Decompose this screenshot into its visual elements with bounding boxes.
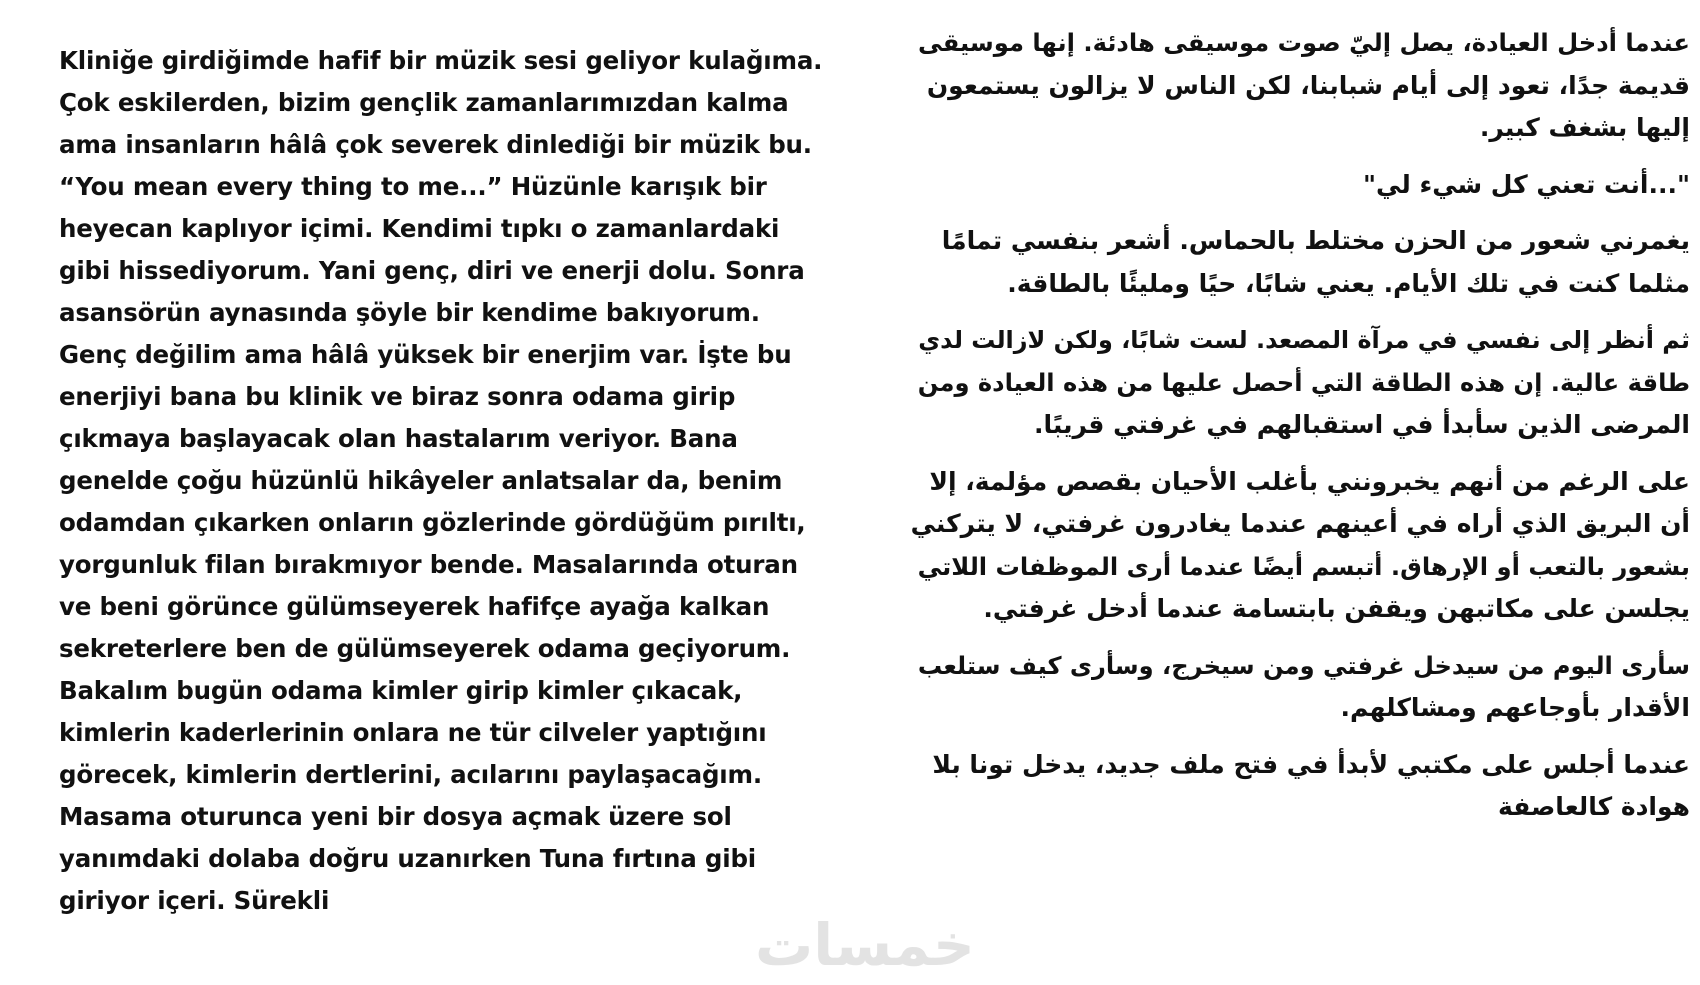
turkish-text-line: gibi hissediyorum. Yani genç, diri ve enerji dolu. Sonra xyxy=(59,256,805,285)
turkish-text-line: Kliniğe girdiğimde hafif bir müzik sesi geliyor kulağıma. xyxy=(59,46,823,75)
arabic-text-line: أن البريق الذي أراه في أعينهم عندما يغادرون غرفتي، لا يتركني xyxy=(910,509,1690,538)
arabic-text-line: ثم أنظر إلى نفسي في مرآة المصعد. لست شابًا، ولكن لازالت لدي xyxy=(918,326,1690,354)
turkish-text-line: ama insanların hâlâ çok severek dinlediği bir müzik bu. xyxy=(59,130,812,159)
turkish-text-line: Genç değilim ama hâlâ yüksek bir enerjim var. İşte bu xyxy=(59,340,792,369)
turkish-text-line: yorgunluk filan bırakmıyor bende. Masalarında oturan xyxy=(59,550,798,579)
arabic-text-line: هوادة كالعاصفة xyxy=(1498,792,1690,821)
arabic-text-line: يغمرني شعور من الحزن مختلط بالحماس. أشعر بنفسي تمامًا xyxy=(941,226,1690,255)
arabic-text-line: قديمة جدًا، تعود إلى أيام شبابنا، لكن الناس لا يزالون يستمعون xyxy=(926,70,1690,100)
turkish-text-line: enerjiyi bana bu klinik ve biraz sonra odama girip xyxy=(59,382,736,411)
turkish-text-line: ve beni görünce gülümseyerek hafifçe ayağa kalkan xyxy=(59,592,770,621)
turkish-text-line: sekreterlere ben de gülümseyerek odama geçiyorum. xyxy=(59,634,791,663)
turkish-text-line: kimlerin kaderlerinin onlara ne tür cilveler yaptığını xyxy=(59,718,767,747)
arabic-paragraph xyxy=(900,319,1690,447)
arabic-text-line: يجلسن على مكاتبهن ويقفن بابتسامة عندما أدخل غرفتي. xyxy=(983,594,1690,623)
arabic-paragraph xyxy=(900,461,1690,631)
arabic-paragraph xyxy=(900,164,1690,207)
turkish-text-line: Çok eskilerden, bizim gençlik zamanlarımızdan kalma xyxy=(59,88,789,117)
arabic-text-line: إليها بشغف كبير. xyxy=(1479,113,1690,142)
arabic-text-line: بشعور بالتعب أو الإرهاق. أتبسم أيضًا عندما أرى الموظفات اللاتي xyxy=(917,551,1690,581)
arabic-text-line: الأقدار بأوجاعهم ومشاكلهم. xyxy=(1340,693,1690,722)
turkish-text-line: Bakalım bugün odama kimler girip kimler çıkacak, xyxy=(59,676,743,705)
turkish-text-line: giriyor içeri. Sürekli xyxy=(59,886,330,915)
turkish-text-line: Masama oturunca yeni bir dosya açmak üzere sol xyxy=(59,802,732,831)
arabic-text-line: عندما أدخل العيادة، يصل إليّ صوت موسيقى هادئة. إنها موسيقى xyxy=(918,28,1690,57)
turkish-text-line: “You mean every thing to me...” Hüzünle karışık bir xyxy=(59,172,767,201)
arabic-text-line: على الرغم من أنهم يخبرونني بأغلب الأحيان بقصص مؤلمة، إلا xyxy=(929,466,1690,496)
arabic-text-line: عندما أجلس على مكتبي لأبدأ في فتح ملف جديد، يدخل تونا بلا xyxy=(932,749,1690,779)
arabic-text-line: مثلما كنت في تلك الأيام. يعني شابًا، حيًا ومليئًا بالطاقة. xyxy=(1007,268,1690,298)
arabic-paragraph xyxy=(900,645,1690,730)
arabic-paragraph xyxy=(900,220,1690,305)
arabic-text-line: طاقة عالية. إن هذه الطاقة التي أحصل عليها من هذه العيادة ومن xyxy=(917,368,1690,397)
turkish-text-line: çıkmaya başlayacak olan hastalarım veriyor. Bana xyxy=(59,424,738,453)
turkish-text-line: odamdan çıkarken onların gözlerinde gördüğüm pırıltı, xyxy=(59,508,806,537)
arabic-text-column xyxy=(900,22,1690,843)
arabic-paragraph xyxy=(900,744,1690,829)
arabic-text-line: المرضى الذين سأبدأ في استقبالهم في غرفتي قريبًا. xyxy=(1034,410,1690,439)
turkish-text-line: genelde çoğu hüzünlü hikâyeler anlatsalar da, benim xyxy=(59,466,783,495)
turkish-text-line: asansörün aynasında şöyle bir kendime bakıyorum. xyxy=(59,298,760,327)
turkish-text-column xyxy=(59,40,823,922)
arabic-text-line: سأرى اليوم من سيدخل غرفتي ومن سيخرج، وسأرى كيف ستلعب xyxy=(917,651,1690,680)
turkish-text-line: heyecan kaplıyor içimi. Kendimi tıpkı o zamanlardaki xyxy=(59,214,780,243)
watermark-logo: خمسات xyxy=(755,911,975,979)
turkish-text-line: görecek, kimlerin dertlerini, acılarını paylaşacağım. xyxy=(59,760,762,789)
arabic-paragraph xyxy=(900,22,1690,150)
turkish-text-line: yanımdaki dolaba doğru uzanırken Tuna fırtına gibi xyxy=(59,844,756,873)
arabic-text-line: "...أنت تعني كل شيء لي" xyxy=(1363,169,1690,199)
